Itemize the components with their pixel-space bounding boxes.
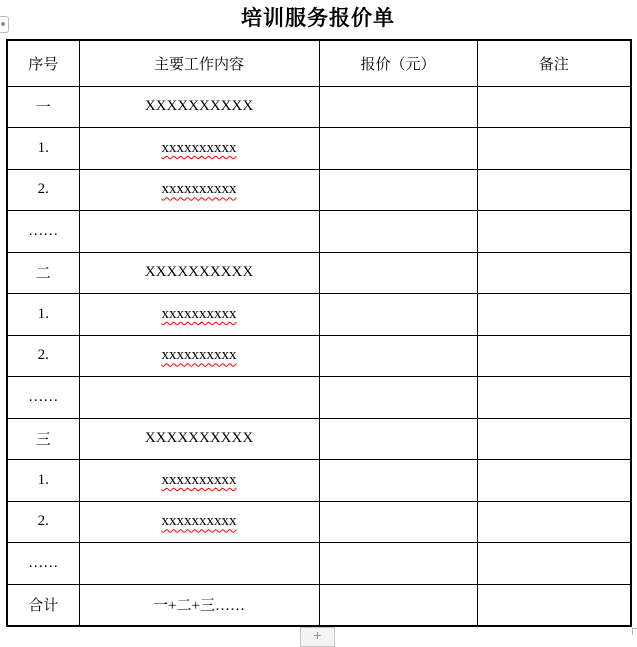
cell-note[interactable]: [477, 128, 631, 170]
index-text: 一: [35, 100, 51, 117]
cell-index[interactable]: [7, 294, 79, 336]
cell-content[interactable]: [79, 418, 319, 460]
cell-price[interactable]: [319, 169, 477, 211]
handle-dot-icon: [1, 22, 5, 26]
cell-price[interactable]: [319, 335, 477, 377]
misspelled-text: xxxxxxxxxx: [161, 471, 237, 488]
table-row: [7, 128, 631, 170]
header-cell-price[interactable]: 报价（元）: [319, 40, 477, 86]
cell-note[interactable]: [477, 294, 631, 336]
cell-price[interactable]: [319, 501, 477, 543]
cell-index[interactable]: [7, 501, 79, 543]
cell-index[interactable]: [7, 169, 79, 211]
cell-content[interactable]: [79, 128, 319, 170]
cell-note[interactable]: [477, 460, 631, 502]
total-formula-text: 一+二+三……: [153, 598, 245, 614]
index-text: 1.: [37, 305, 49, 322]
cell-content[interactable]: [79, 211, 319, 253]
content-text: XXXXXXXXXX: [144, 98, 254, 115]
cell-index[interactable]: [7, 460, 79, 502]
cell-note[interactable]: [477, 377, 631, 419]
misspelled-text: xxxxxxxxxx: [161, 347, 237, 364]
cell-note[interactable]: [477, 86, 631, 128]
index-text: ……: [28, 554, 59, 571]
cell-note[interactable]: [477, 252, 631, 294]
cutoff-corner-fragment: [632, 628, 637, 635]
cell-content[interactable]: [79, 543, 319, 585]
cell-price[interactable]: [319, 418, 477, 460]
cell-price[interactable]: [319, 294, 477, 336]
table-row: [7, 335, 631, 377]
table-row: [7, 169, 631, 211]
cell-index[interactable]: [7, 128, 79, 170]
cell-note[interactable]: [477, 584, 631, 626]
cell-price[interactable]: [319, 584, 477, 626]
cell-index[interactable]: [7, 377, 79, 419]
table-header-row: [7, 40, 631, 86]
header-cell-index[interactable]: 序号: [7, 40, 79, 86]
cell-price[interactable]: [319, 252, 477, 294]
index-text: ……: [28, 388, 59, 405]
misspelled-text: xxxxxxxxxx: [161, 139, 237, 156]
index-text: 二: [35, 266, 51, 283]
index-text: 2.: [37, 347, 49, 364]
cell-price[interactable]: [319, 543, 477, 585]
table-row: [7, 460, 631, 502]
cell-content[interactable]: [79, 460, 319, 502]
index-text: 2.: [37, 181, 49, 198]
cell-content[interactable]: [79, 252, 319, 294]
table-row: [7, 501, 631, 543]
quotation-table: [6, 39, 632, 627]
cell-price[interactable]: [319, 377, 477, 419]
cell-content[interactable]: [79, 377, 319, 419]
cell-index[interactable]: [7, 543, 79, 585]
cell-note[interactable]: [477, 501, 631, 543]
table-row: [7, 543, 631, 585]
cell-index[interactable]: [7, 584, 79, 626]
cell-note[interactable]: [477, 543, 631, 585]
cell-content[interactable]: [79, 86, 319, 128]
header-cell-content[interactable]: 主要工作内容: [79, 40, 319, 86]
cell-index[interactable]: [7, 335, 79, 377]
table-row: [7, 294, 631, 336]
misspelled-text: xxxxxxxxxx: [161, 181, 237, 198]
cell-price[interactable]: [319, 86, 477, 128]
add-row-button[interactable]: [300, 627, 335, 647]
content-text: XXXXXXXXXX: [144, 264, 254, 281]
cell-content[interactable]: [79, 584, 319, 626]
cell-content[interactable]: [79, 335, 319, 377]
table-row-total: [7, 584, 631, 626]
total-label: 合计: [28, 598, 59, 614]
index-text: 1.: [37, 471, 49, 488]
header-cell-note[interactable]: 备注: [477, 40, 631, 86]
content-text: XXXXXXXXXX: [144, 430, 254, 447]
table-row: [7, 252, 631, 294]
index-text: 三: [35, 432, 51, 449]
table-row: [7, 377, 631, 419]
cell-price[interactable]: [319, 211, 477, 253]
cell-content[interactable]: [79, 294, 319, 336]
table-row: [7, 211, 631, 253]
index-text: 2.: [37, 513, 49, 530]
misspelled-text: xxxxxxxxxx: [161, 305, 237, 322]
cell-price[interactable]: [319, 460, 477, 502]
cell-index[interactable]: [7, 418, 79, 460]
table-row: [7, 418, 631, 460]
table-row: [7, 86, 631, 128]
cell-index[interactable]: [7, 211, 79, 253]
cell-content[interactable]: [79, 501, 319, 543]
cell-index[interactable]: [7, 86, 79, 128]
cell-note[interactable]: [477, 335, 631, 377]
add-icon: +: [313, 627, 322, 643]
index-text: 1.: [37, 139, 49, 156]
cell-note[interactable]: [477, 211, 631, 253]
cell-note[interactable]: [477, 418, 631, 460]
cell-content[interactable]: [79, 169, 319, 211]
cell-index[interactable]: [7, 252, 79, 294]
cell-note[interactable]: [477, 169, 631, 211]
cell-price[interactable]: [319, 128, 477, 170]
misspelled-text: xxxxxxxxxx: [161, 513, 237, 530]
index-text: ……: [28, 222, 59, 239]
page-title[interactable]: 培训服务报价单: [241, 7, 395, 30]
